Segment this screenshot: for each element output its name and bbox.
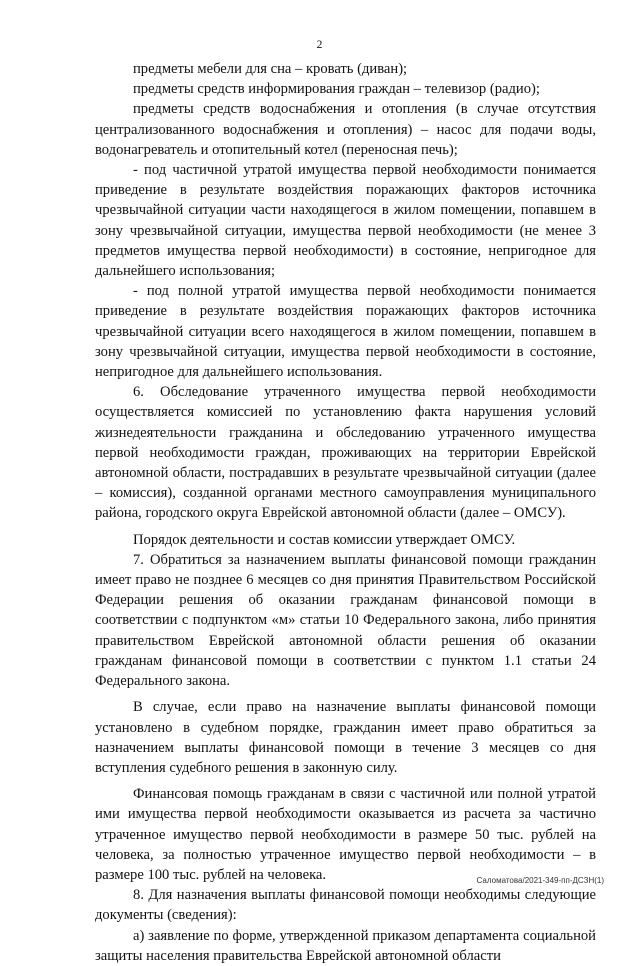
paragraph-commission-order: Порядок деятельности и состав комиссии утверждает ОМСУ.	[133, 531, 516, 548]
paragraph-water-heating: предметы средств водоснабжения и отопления (в случае отсутствия централизованного водоснабжения и отопления) – насос для подачи воды, водонагреватель и отопительный котел (переносная печь);	[95, 101, 596, 158]
paragraph-court-case: В случае, если право на назначение выплаты финансовой помощи установлено в судебном порядке, гражданин имеет право обратиться за назначением выплаты финансовой помощи в течение 3 месяцев со дня вступления судебного решения в законную силу.	[95, 699, 596, 776]
page-number: 2	[316, 39, 323, 51]
paragraph-item-8: 8. Для назначения выплаты финансовой помощи необходимы следующие документы (сведения):	[95, 887, 596, 924]
paragraph-furniture: предметы мебели для сна – кровать (диван);	[133, 61, 408, 77]
document-body	[95, 59, 596, 966]
paragraph-aid-amount: Финансовая помощь гражданам в связи с частичной или полной утратой ими имущества первой необходимости оказывается из расчета за частично утраченное имущество первой необходимости в размере 50 тыс. рублей на человека, за полностью утраченное имущество первой необходимости – в размере 100 тыс. рублей на человека.	[95, 786, 596, 883]
paragraph-application: а) заявление по форме, утвержденной приказом департамента социальной защиты населения правительства Еврейской автономной области	[95, 927, 596, 964]
footer-document-code: Саломатова/2021-349-пп-ДСЗН(1)	[476, 876, 604, 885]
paragraph-item-7: 7. Обратиться за назначением выплаты финансовой помощи гражданин имеет право не позднее 6 месяцев со дня принятия Правительством Российской Федерации решения об оказании гражданам финансовой помощи в соответствии с подпунктом «м» статьи 10 Федерального закона, либо принятия правительством Еврейской автономной области решения об оказании гражданам финансовой помощи в соответствии с пунктом 1.1 статьи 24 Федерального закона.	[95, 551, 596, 690]
paragraph-item-6: 6. Обследование утраченного имущества первой необходимости осуществляется комиссией по установлению факта нарушения условий жизнедеятельности гражданина и обследованию утраченного имущества первой необходимости граждан, проживающих на территории Еврейской автономной области, пострадавших в результате чрезвычайной ситуации (далее – комиссия), созданной органами местного самоуправления муниципального района, городского округа Еврейской автономной области (далее – ОМСУ).	[95, 384, 596, 522]
paragraph-partial-loss: - под частичной утратой имущества первой необходимости понимается приведение в результате воздействия поражающих факторов источника чрезвычайной ситуации части находящегося в жилом помещении, попавшем в зону чрезвычайной ситуации, имущества первой необходимости (не менее 3 предметов имущества первой необходимости) в состояние, непригодное для дальнейшего использования;	[95, 162, 596, 280]
paragraph-full-loss: - под полной утратой имущества первой необходимости понимается приведение в результате воздействия поражающих факторов источника чрезвычайной ситуации всего находящегося в жилом помещении, попавшем в зону чрезвычайной ситуации, имущества первой необходимости в состояние, непригодное для дальнейшего использования.	[95, 283, 596, 381]
paragraph-information-means: предметы средств информирования граждан – телевизор (радио);	[133, 81, 540, 98]
